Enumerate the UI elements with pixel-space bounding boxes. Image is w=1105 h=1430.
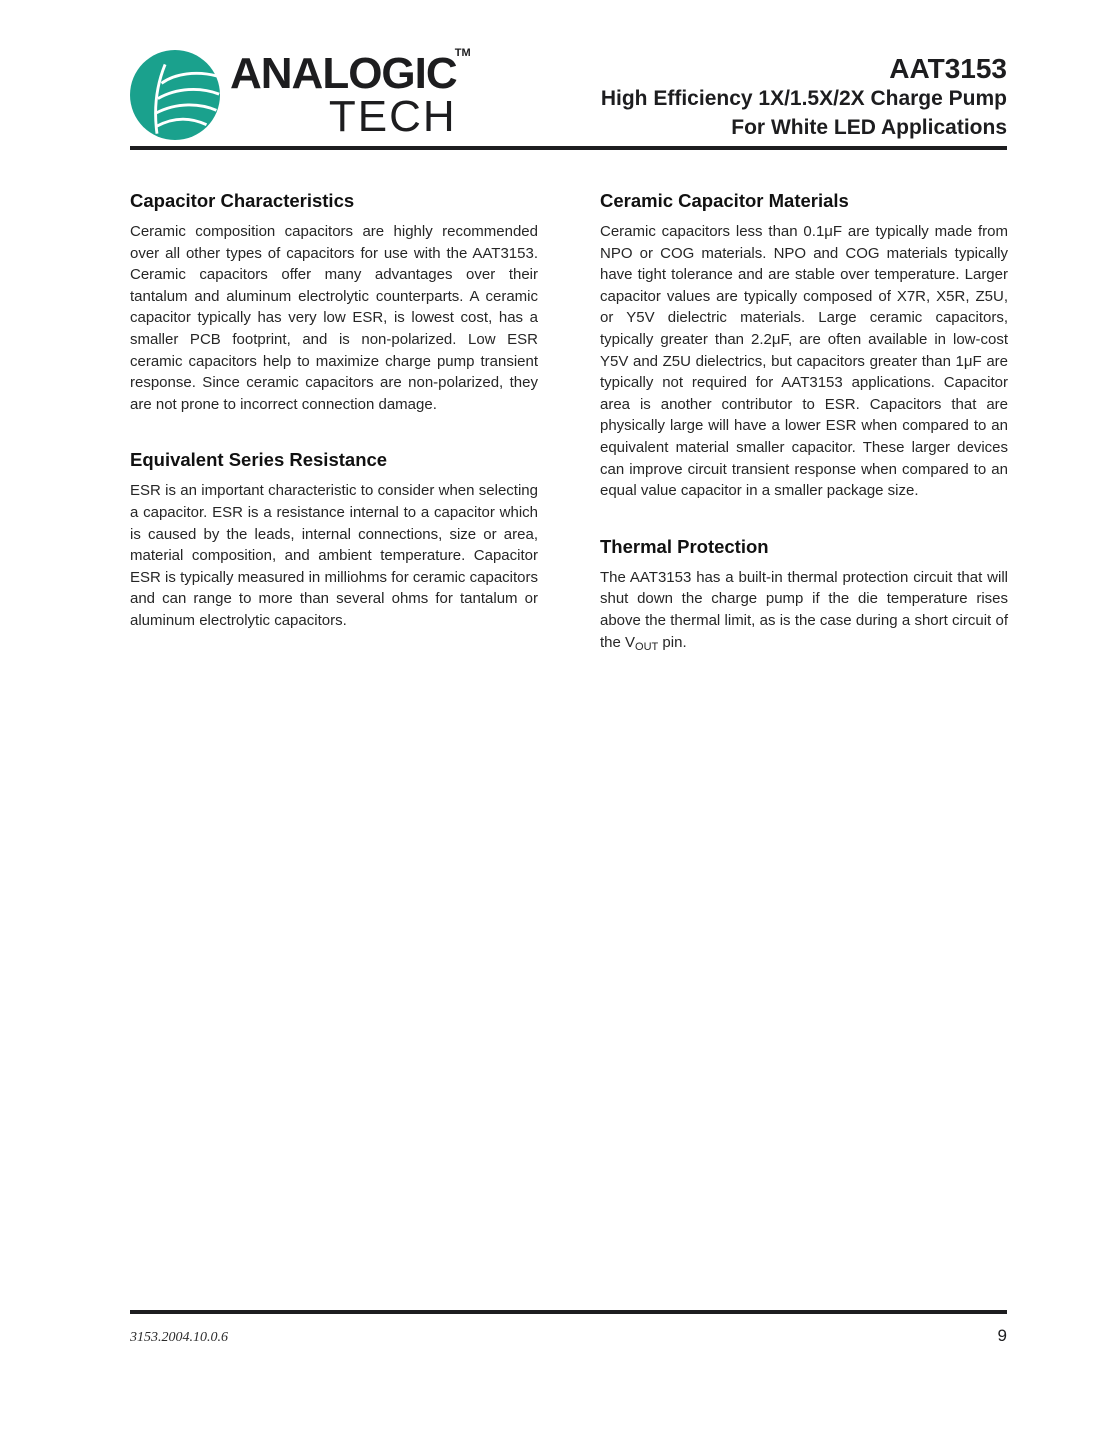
section-ceramic-capacitor-materials bbox=[600, 190, 1008, 502]
content-columns bbox=[130, 190, 1007, 689]
left-column bbox=[130, 190, 538, 689]
section-capacitor-characteristics bbox=[130, 190, 538, 415]
document-subtitle-line2: For White LED Applications bbox=[731, 115, 1007, 139]
page-number: 9 bbox=[997, 1326, 1007, 1345]
section-body: ESR is an important characteristic to consider when selecting a capacitor. ESR is a resistance internal to a capacitor which is caused by the leads, internal connections, size or area, material composition, and ambient temperature. Capacitor ESR is typically measured in milliohms for ceramic capacitors and can range to more than several ohms for tantalum or aluminum electrolytic capacitors. bbox=[130, 482, 538, 629]
trademark-symbol: TM bbox=[454, 47, 471, 59]
logo-wordmark bbox=[230, 47, 471, 141]
document-code: 3153.2004.10.0.6 bbox=[130, 1330, 228, 1345]
footer-divider bbox=[130, 1310, 1007, 1314]
section-title: Ceramic Capacitor Materials bbox=[600, 190, 849, 211]
page-footer bbox=[130, 1326, 1007, 1346]
section-body: Ceramic composition capacitors are highly recommended over all other types of capacitors for use with the AAT3153. Ceramic capacitors offer many advantages over their tantalum and aluminum electrolytic counterparts. A ceramic capacitor typically has very low ESR, is lowest cost, has a smaller PCB footprint, and is non-polarized. Low ESR ceramic capacitors help to maximize charge pump transient response. Since ceramic capacitors are non-polarized, they are not prone to incorrect connection damage. bbox=[130, 223, 538, 413]
section-title: Thermal Protection bbox=[600, 535, 769, 557]
document-title-block bbox=[601, 50, 1007, 142]
section-title: Equivalent Series Resistance bbox=[130, 449, 388, 471]
vout-subscript: OUT bbox=[635, 640, 659, 653]
section-title: Capacitor Characteristics bbox=[130, 190, 355, 211]
analogictech-leaf-logo-icon bbox=[130, 50, 220, 140]
section-equivalent-series-resistance bbox=[130, 449, 538, 631]
section-body: Ceramic capacitors less than 0.1μF are typically made from NPO or COG materials. NPO and COG materials typically have tight tolerance and are stable over temperature. Larger capacitor values are typically composed of X7R, X5R, Z5U, or Y5V dielectric materials. Large ceramic capacitors, typically greater than 2.2μF, are often available in low-cost Y5V and Z5U dielectrics, but capacitors greater than 1μF are typically not required for AAT3153 applications. Capacitor area is another contributor to ESR. Capacitors that are physically large will have a lower ESR when compared to an equivalent material smaller capacitor. These larger devices can improve circuit transient response when compared to an equal value capacitor in a smaller package size. bbox=[600, 223, 1008, 500]
logo-wordmark-analogic: ANALOGIC TM bbox=[230, 47, 471, 98]
section-body: The AAT3153 has a built-in thermal protection circuit that will shut down the charge pump if the die temperature rises above the thermal limit, as is the case during a short circuit of the $V_{OUT}$ pin. bbox=[600, 568, 1008, 653]
part-number: AAT3153 bbox=[889, 53, 1007, 84]
section-thermal-protection bbox=[600, 536, 1008, 655]
page-header bbox=[130, 47, 1007, 142]
right-column bbox=[600, 190, 1008, 689]
logo-wordmark-tech: TECH bbox=[328, 92, 457, 141]
header-divider bbox=[130, 146, 1007, 150]
company-logo bbox=[130, 47, 471, 141]
document-subtitle-line1: High Efficiency 1X/1.5X/2X Charge Pump bbox=[600, 87, 1007, 111]
